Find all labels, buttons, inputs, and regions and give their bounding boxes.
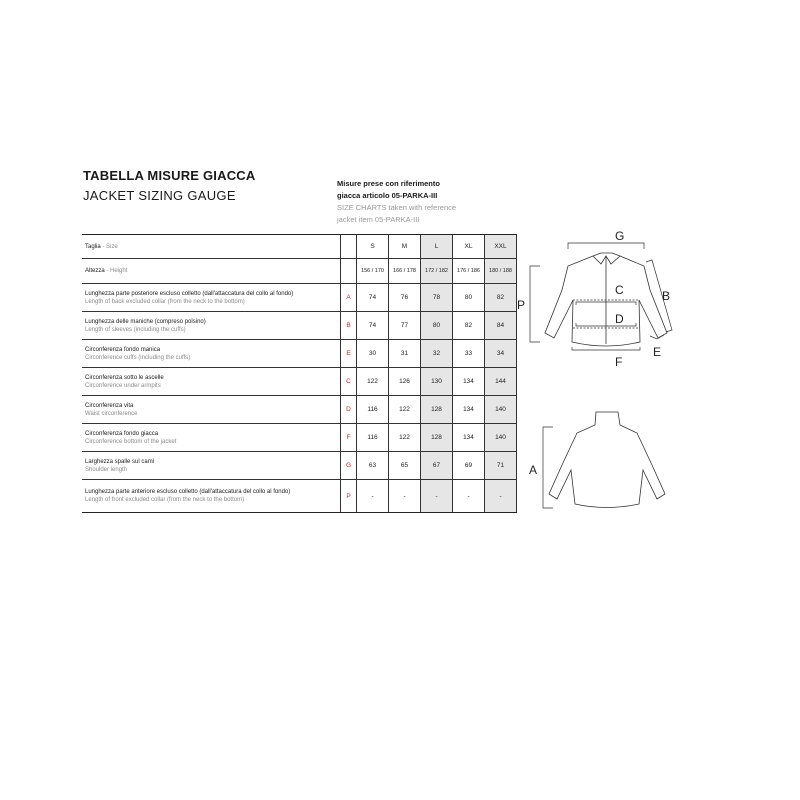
front-measure-labels [517, 229, 670, 369]
table-row [82, 368, 517, 396]
height-label: Altezza - Height [82, 259, 341, 284]
size-table [82, 234, 517, 513]
measure-value: 116 [357, 396, 389, 424]
measure-value: 140 [485, 424, 517, 452]
diagram-label-c: C [615, 283, 624, 297]
diagram-label-b: B [662, 289, 671, 303]
table-row [82, 452, 517, 480]
height-value: 176 / 186 [453, 259, 485, 284]
measure-value: 67 [421, 452, 453, 480]
row-description [82, 312, 341, 340]
measure-value: 134 [453, 396, 485, 424]
row-label-en: Length of back excluded collar (from the neck to the bottom) [85, 298, 245, 305]
measure-value: 128 [421, 396, 453, 424]
jacket-measurement-diagram [515, 225, 675, 525]
row-description [82, 396, 341, 424]
front-dimension-lines [530, 243, 672, 350]
measure-value: 82 [485, 284, 517, 312]
header-label: Taglia - Size [82, 235, 341, 259]
header-label-en: Size [106, 243, 118, 250]
jacket-front-illustration [545, 253, 667, 346]
reference-note [337, 178, 507, 226]
height-value: 156 / 170 [357, 259, 389, 284]
row-label-en: Length of sleeves (including the cuffs) [85, 326, 186, 333]
row-label-en: Circonference bottom of the jacket [85, 438, 177, 445]
measure-value: 116 [357, 424, 389, 452]
measure-letter: F [341, 424, 357, 452]
measure-value: 134 [453, 424, 485, 452]
measure-value: - [485, 480, 517, 513]
table-row [82, 340, 517, 368]
diagram-label-d: D [615, 312, 624, 326]
back-measure-labels [529, 463, 537, 477]
row-label-en: Shoulder length [85, 466, 128, 473]
table-row [82, 424, 517, 452]
measure-value: 80 [453, 284, 485, 312]
height-letter-cell [341, 259, 357, 284]
height-label-it: Altezza [85, 268, 105, 274]
measure-value: 30 [357, 340, 389, 368]
measure-value: 63 [357, 452, 389, 480]
measure-value: 74 [357, 284, 389, 312]
height-label-en: Height [110, 268, 128, 274]
row-label-it: Larghezza spalle sul camì [85, 458, 155, 465]
jacket-back-illustration [549, 412, 665, 508]
measure-letter: B [341, 312, 357, 340]
measure-value: 65 [389, 452, 421, 480]
measure-value: 76 [389, 284, 421, 312]
measure-value: 130 [421, 368, 453, 396]
measure-value: - [389, 480, 421, 513]
note-en-line1: SIZE CHARTS taken with reference [337, 203, 457, 212]
measure-value: 74 [357, 312, 389, 340]
header-label-it: Taglia [85, 243, 101, 250]
measure-value: 122 [389, 424, 421, 452]
height-value: 172 / 182 [421, 259, 453, 284]
measure-value: 69 [453, 452, 485, 480]
size-header: XXL [485, 235, 517, 259]
measure-value: 140 [485, 396, 517, 424]
table-row [82, 480, 517, 513]
measure-value: 84 [485, 312, 517, 340]
diagram-label-p: P [517, 298, 526, 312]
table-header-row [82, 235, 517, 259]
measure-value: - [453, 480, 485, 513]
measure-value: 122 [357, 368, 389, 396]
height-row [82, 259, 517, 284]
measure-value: 122 [389, 396, 421, 424]
row-label-it: Circonferenza vita [85, 402, 134, 409]
measure-letter: E [341, 340, 357, 368]
measure-value: 34 [485, 340, 517, 368]
table-row [82, 396, 517, 424]
note-it-line2: giacca articolo 05-PARKA-III [337, 191, 438, 200]
measure-value: 71 [485, 452, 517, 480]
row-label-it: Lunghezza parte posteriore escluso colletto (dall'attaccatura del collo al fondo) [85, 290, 294, 297]
measure-value: 33 [453, 340, 485, 368]
note-en-line2: jacket item 05-PARKA-III [337, 215, 420, 224]
note-it-line1: Misure prese con riferimento [337, 179, 440, 188]
size-header: S [357, 235, 389, 259]
size-header: L [421, 235, 453, 259]
row-description [82, 368, 341, 396]
measure-letter: D [341, 396, 357, 424]
measure-value: 77 [389, 312, 421, 340]
diagram-label-f: F [615, 355, 623, 369]
diagram-label-g: G [615, 229, 625, 243]
measure-letter: G [341, 452, 357, 480]
measure-letter: A [341, 284, 357, 312]
measure-value: 82 [453, 312, 485, 340]
row-label-it: Circonferenza fondo giacca [85, 430, 159, 437]
measure-value: - [357, 480, 389, 513]
diagram-label-a: A [529, 463, 538, 477]
title-english: JACKET SIZING GAUGE [83, 188, 236, 203]
row-description [82, 424, 341, 452]
measure-value: 126 [389, 368, 421, 396]
row-label-it: Circonferenza sotto le ascelle [85, 374, 164, 381]
row-description [82, 284, 341, 312]
measure-value: 128 [421, 424, 453, 452]
height-value: 180 / 188 [485, 259, 517, 284]
row-description [82, 480, 341, 513]
measure-letter: P [341, 480, 357, 513]
row-label-en: Circonference cuffs (including the cuffs) [85, 354, 191, 361]
table-row [82, 284, 517, 312]
header-letter-cell [341, 235, 357, 259]
table-row [82, 312, 517, 340]
row-description [82, 452, 341, 480]
measure-value: 32 [421, 340, 453, 368]
row-label-it: Lunghezza parte anteriore escluso colletto (dall'attaccatura del collo al fondo) [85, 489, 291, 495]
measure-letter: C [341, 368, 357, 396]
height-value: 166 / 178 [389, 259, 421, 284]
row-label-en: Circonference under armpits [85, 382, 161, 389]
measure-value: 31 [389, 340, 421, 368]
row-label-it: Lunghezza delle maniche (compreso polsino) [85, 318, 206, 325]
row-label-en: Length of front excluded collar (from the neck to the bottom) [85, 497, 245, 503]
measure-value: 144 [485, 368, 517, 396]
measure-value: 80 [421, 312, 453, 340]
measure-value: 78 [421, 284, 453, 312]
title-italian: TABELLA MISURE GIACCA [83, 168, 256, 183]
diagram-label-e: E [653, 345, 662, 359]
size-header: M [389, 235, 421, 259]
row-label-en: Waist circonference [85, 410, 138, 417]
measure-value: - [421, 480, 453, 513]
row-label-it: Circonferenza fondo manica [85, 346, 161, 353]
row-description [82, 340, 341, 368]
size-header: XL [453, 235, 485, 259]
measure-value: 134 [453, 368, 485, 396]
